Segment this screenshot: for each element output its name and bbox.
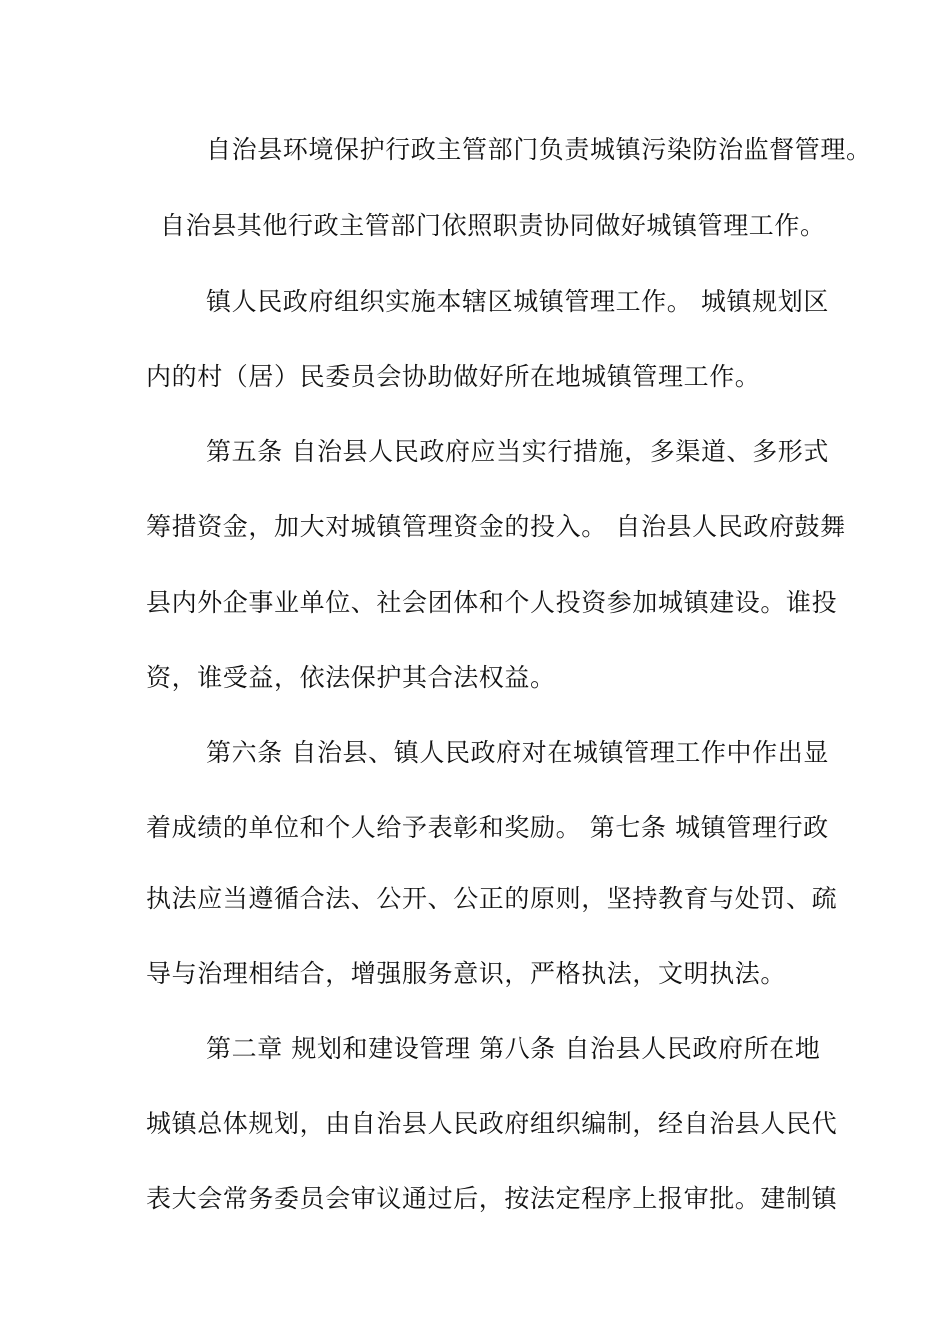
text-line: 县内外企事业单位、社会团体和个人投资参加城镇建设。谁投 [146,588,838,617]
text-line: 第二章 规划和建设管理 第八条 自治县人民政府所在地 [206,1034,821,1063]
text-line: 筹措资金，加大对城镇管理资金的投入。 自治县人民政府鼓舞 [146,512,846,541]
text-line: 自治县其他行政主管部门依照职责协同做好城镇管理工作。 [160,211,826,240]
text-line: 资，谁受益，依法保护其合法权益。 [146,663,556,692]
text-line: 内的村（居）民委员会协助做好所在地城镇管理工作。 [146,362,761,391]
text-line: 着成绩的单位和个人给予表彰和奖励。 第七条 城镇管理行政 [146,813,829,842]
text-line: 自治县环境保护行政主管部门负责城镇污染防治监督管理。 [206,135,872,164]
text-line: 执法应当遵循合法、公开、公正的原则，坚持教育与处罚、疏 [146,884,838,913]
text-line: 表大会常务委员会审议通过后，按法定程序上报审批。建制镇 [146,1184,838,1213]
text-line: 城镇总体规划，由自治县人民政府组织编制，经自治县人民代 [146,1109,838,1138]
text-line: 导与治理相结合，增强服务意识，严格执法，文明执法。 [146,959,787,988]
text-line: 第五条 自治县人民政府应当实行措施，多渠道、多形式 [206,437,829,466]
text-line: 第六条 自治县、镇人民政府对在城镇管理工作中作出显 [206,738,829,767]
text-line: 镇人民政府组织实施本辖区城镇管理工作。 城镇规划区 [206,287,829,316]
